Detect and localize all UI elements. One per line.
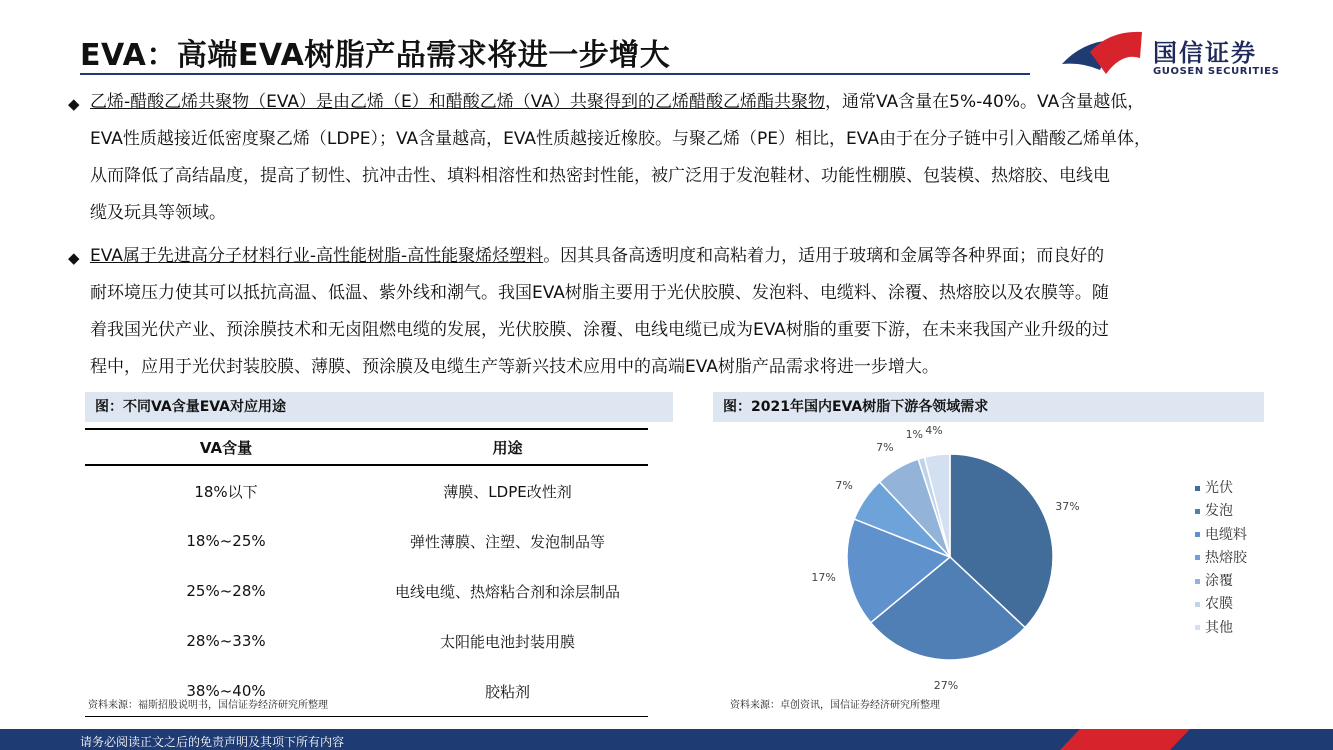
legend-item xyxy=(1195,524,1247,547)
table-cell-va: 25%~28% xyxy=(186,582,266,600)
pie-data-label: 37% xyxy=(1055,500,1080,514)
table-caption: 图：不同VA含量EVA对应用途 xyxy=(85,392,673,422)
paragraph-line: EVA性质越接近低密度聚乙烯（LDPE）；VA含量越高，EVA性质越接近橡胶。与聚乙烯（PE）相比，EVA由于在分子链中引入醋酸乙烯单体， xyxy=(90,129,1151,149)
pie-data-label: 7% xyxy=(835,479,853,493)
chart-caption: 图：2021年国内EVA树脂下游各领域需求 xyxy=(713,392,1264,422)
table-cell-use: 胶粘剂 xyxy=(367,666,648,717)
table-cell-use: 太阳能电池封装用膜 xyxy=(439,632,575,651)
paragraph-lead: EVA属于先进高分子材料行业-高性能树脂-高性能聚烯烃塑料 xyxy=(90,246,544,266)
legend-label: 农膜 xyxy=(1205,596,1233,613)
pie-data-label: 27% xyxy=(933,678,959,692)
paragraph-line: 程中，应用于光伏封装胶膜、薄膜、预涂膜及电缆生产等新兴技术应用中的高端EVA树脂产品需求将进一步增大。 xyxy=(90,357,939,377)
table-row xyxy=(85,566,648,616)
footer-disclaimer: 请务必阅读正文之后的免责声明及其项下所有内容 xyxy=(80,735,345,749)
chart-source-note: 资料来源：卓创资讯，国信证券经济研究所整理 xyxy=(730,700,940,711)
paragraph-line: 着我国光伏产业、预涂膜技术和无卤阻燃电缆的发展，光伏胶膜、涂覆、电线电缆已成为EVA树脂的重要下游，在未来我国产业升级的过 xyxy=(90,320,1109,340)
va-content-table xyxy=(85,428,648,717)
bullet-diamond-icon: ◆ xyxy=(68,95,80,113)
paragraph-line: 。因其具备高透明度和高粘着力，适用于玻璃和金属等各种界面；而良好的 xyxy=(543,246,1105,266)
table-cell-va: 18%以下 xyxy=(194,482,258,501)
footer-red-stripe xyxy=(1060,729,1190,750)
table-header-row xyxy=(85,429,648,465)
logo-chinese-name: 国信证券 xyxy=(1153,39,1257,67)
paragraph-lead: 乙烯-醋酸乙烯共聚物（EVA）是由乙烯（E）和醋酸乙烯（VA）共聚得到的乙烯醋酸乙烯酯共聚物 xyxy=(90,92,825,112)
legend-swatch xyxy=(1195,579,1200,584)
paragraph-line: 耐环境压力使其可以抵抗高温、低温、紫外线和潮气。我国EVA树脂主要用于光伏胶膜、发泡料、电缆料、涂覆、热熔胶以及农膜等。随 xyxy=(90,283,1109,303)
paragraph-line: 缆及玩具等领域。 xyxy=(90,203,226,223)
legend-item xyxy=(1195,593,1247,616)
legend-label: 电缆料 xyxy=(1205,526,1247,543)
legend-swatch xyxy=(1195,555,1200,560)
page-title: EVA：高端EVA树脂产品需求将进一步增大 xyxy=(80,38,671,73)
table-row xyxy=(85,516,648,566)
table-cell-use: 薄膜、LDPE改性剂 xyxy=(443,482,572,501)
pie-data-label: 17% xyxy=(811,571,836,585)
legend-item xyxy=(1195,617,1247,640)
downstream-demand-pie-chart xyxy=(800,425,1200,695)
legend-item xyxy=(1195,547,1247,570)
legend-label: 涂覆 xyxy=(1205,573,1233,590)
table-cell-va: 18%~25% xyxy=(186,532,266,550)
pie-data-label: 7% xyxy=(876,440,894,454)
table-row xyxy=(85,465,648,516)
table-header-use: 用途 xyxy=(367,429,648,465)
legend-item xyxy=(1195,570,1247,593)
legend-swatch xyxy=(1195,532,1200,537)
legend-swatch xyxy=(1195,625,1200,630)
pie-legend xyxy=(1195,477,1247,640)
pie-data-label: 4% xyxy=(925,425,943,438)
paragraph-eva-applications xyxy=(90,238,1280,386)
table-row xyxy=(85,616,648,666)
bullet-diamond-icon: ◆ xyxy=(68,249,80,267)
title-divider xyxy=(80,73,1030,75)
table-cell-use: 弹性薄膜、注塑、发泡制品等 xyxy=(409,532,605,551)
legend-label: 热熔胶 xyxy=(1205,549,1247,566)
legend-label: 光伏 xyxy=(1205,480,1233,496)
legend-swatch xyxy=(1195,602,1200,607)
paragraph-line: ，通常VA含量在5%-40%。VA含量越低， xyxy=(824,92,1145,112)
legend-label: 其他 xyxy=(1205,619,1233,636)
legend-swatch xyxy=(1195,486,1200,491)
logo-english-name: GUOSEN SECURITIES xyxy=(1153,66,1280,77)
table-cell-va: 28%~33% xyxy=(186,632,266,650)
paragraph-line: 从而降低了高结晶度，提高了韧性、抗冲击性、填料相溶性和热密封性能，被广泛用于发泡鞋材、功能性棚膜、包装模、热熔胶、电线电 xyxy=(90,166,1110,186)
paragraph-eva-intro xyxy=(90,84,1280,232)
legend-label: 发泡 xyxy=(1205,503,1233,520)
table-cell-va: 38%~40% xyxy=(85,666,367,717)
table-source-note: 资料来源：福斯招股说明书，国信证券经济研究所整理 xyxy=(88,700,328,711)
table-header-va: VA含量 xyxy=(85,429,367,465)
footer-accent xyxy=(1040,729,1333,750)
legend-item xyxy=(1195,500,1247,523)
legend-item xyxy=(1195,477,1247,500)
table-cell-use: 电线电缆、热熔粘合剂和涂层制品 xyxy=(394,582,620,601)
legend-swatch xyxy=(1195,509,1200,514)
pie-data-label: 1% xyxy=(905,428,924,442)
